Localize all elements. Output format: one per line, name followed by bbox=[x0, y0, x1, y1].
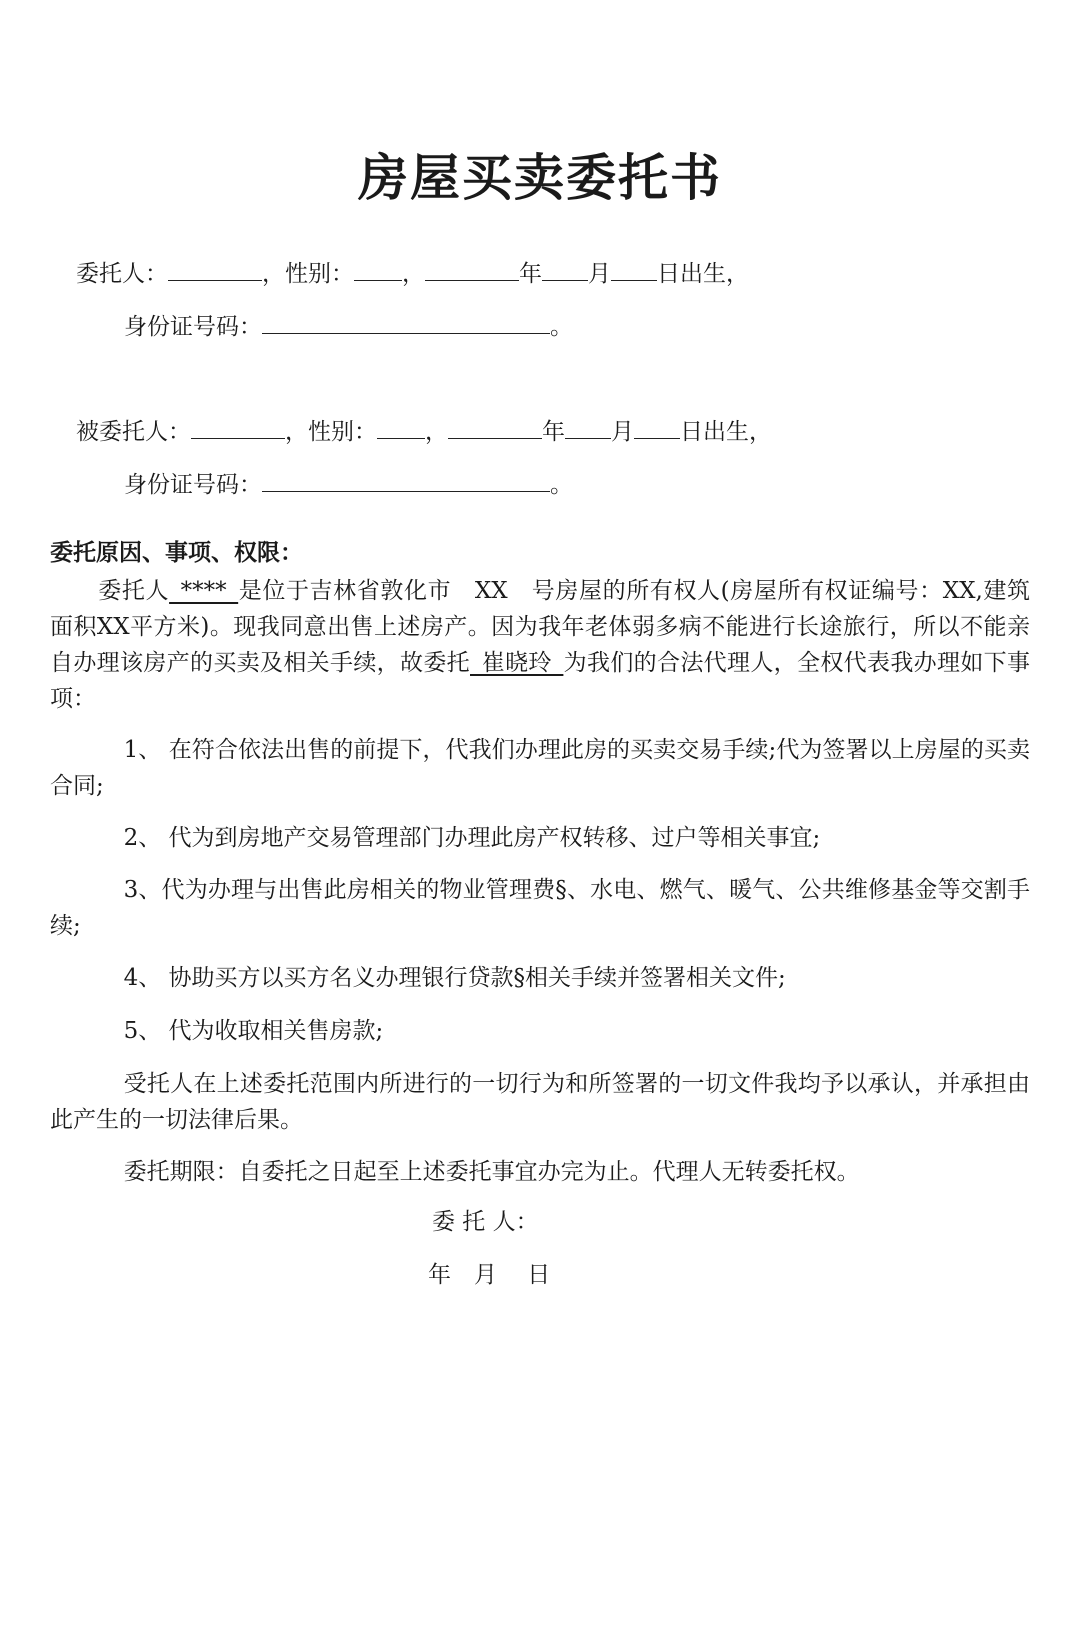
signature-label: 委 托 人： bbox=[432, 1209, 539, 1235]
agent-year-blank bbox=[448, 416, 542, 439]
section-heading: 委托原因、事项、权限： bbox=[50, 540, 303, 566]
agent-id-blank bbox=[262, 469, 550, 492]
agent-month-label: 月 bbox=[611, 419, 634, 445]
document-title: 房屋买卖委托书 bbox=[358, 149, 722, 207]
principal-day-blank bbox=[611, 258, 657, 281]
agent-name-filled: _崔晓玲_ bbox=[470, 650, 564, 676]
principal-month-blank bbox=[542, 258, 588, 281]
body-paragraph-1 bbox=[50, 573, 1030, 717]
p1-part-b: 是位于吉林省敦化市 XX 号房屋的所有权人(房屋所有权证编号：XX,建筑面积XX平方米)。现我同意出售上述房产。因为我年老体弱多病不能进行长途旅行，所以不能亲自办理该房产的买卖及相关手续，故委托 bbox=[50, 578, 1031, 676]
agent-gender-label: ，性别： bbox=[285, 419, 377, 445]
principal-gender-blank bbox=[354, 258, 402, 281]
agent-day-blank bbox=[634, 416, 680, 439]
principal-line bbox=[76, 258, 749, 289]
principal-name-blank bbox=[168, 258, 262, 281]
agent-line bbox=[76, 416, 772, 447]
agent-id-period: 。 bbox=[550, 472, 573, 498]
principal-id-period: 。 bbox=[550, 314, 573, 340]
list-item-3: 3、代为办理与出售此房相关的物业管理费§、水电、燃气、暖气、公共维修基金等交割手续; bbox=[50, 877, 1030, 939]
principal-year-label: 年 bbox=[519, 261, 542, 287]
agent-id-label: 身份证号码： bbox=[124, 472, 262, 498]
principal-day-label: 日出生， bbox=[657, 261, 749, 287]
principal-id-line bbox=[124, 311, 573, 342]
agent-year-label: 年 bbox=[542, 419, 565, 445]
principal-id-label: 身份证号码： bbox=[124, 314, 262, 340]
principal-month-label: 月 bbox=[588, 261, 611, 287]
principal-label: 委托人： bbox=[76, 261, 168, 287]
principal-id-blank bbox=[262, 311, 550, 334]
agent-label: 被委托人： bbox=[76, 419, 191, 445]
principal-comma: ， bbox=[402, 261, 425, 287]
agent-gender-blank bbox=[377, 416, 425, 439]
list-item-5: 5、 代为收取相关售房款; bbox=[123, 1018, 384, 1044]
agent-month-blank bbox=[565, 416, 611, 439]
list-item-4: 4、 协助买方以买方名义办理银行贷款§相关手续并签署相关文件; bbox=[123, 965, 786, 991]
agent-id-line bbox=[124, 469, 573, 500]
principal-year-blank bbox=[425, 258, 519, 281]
agent-comma: ， bbox=[425, 419, 448, 445]
p1-part-c: 为我们的合法代理人，全权代表我办理如下事项： bbox=[50, 650, 1031, 712]
agent-day-label: 日出生， bbox=[680, 419, 772, 445]
signature-date: 年 月 日 bbox=[428, 1262, 551, 1288]
list-item-1: 1、 在符合依法出售的前提下，代我们办理此房的买卖交易手续;代为签署以上房屋的买卖合同; bbox=[50, 737, 1030, 799]
principal-gender-label: ，性别： bbox=[262, 261, 354, 287]
term-paragraph: 委托期限：自委托之日起至上述委托事宜办完为止。代理人无转委托权。 bbox=[123, 1159, 860, 1185]
agent-name-blank bbox=[191, 416, 285, 439]
p1-part-a: 委托人 bbox=[98, 578, 170, 604]
list-item-2: 2、 代为到房地产交易管理部门办理此房产权转移、过户等相关事宜; bbox=[123, 825, 821, 851]
recognition-paragraph: 受托人在上述委托范围内所进行的一切行为和所签署的一切文件我均予以承认，并承担由此产生的一切法律后果。 bbox=[50, 1071, 1030, 1133]
principal-name-filled: _****_ bbox=[169, 578, 239, 604]
